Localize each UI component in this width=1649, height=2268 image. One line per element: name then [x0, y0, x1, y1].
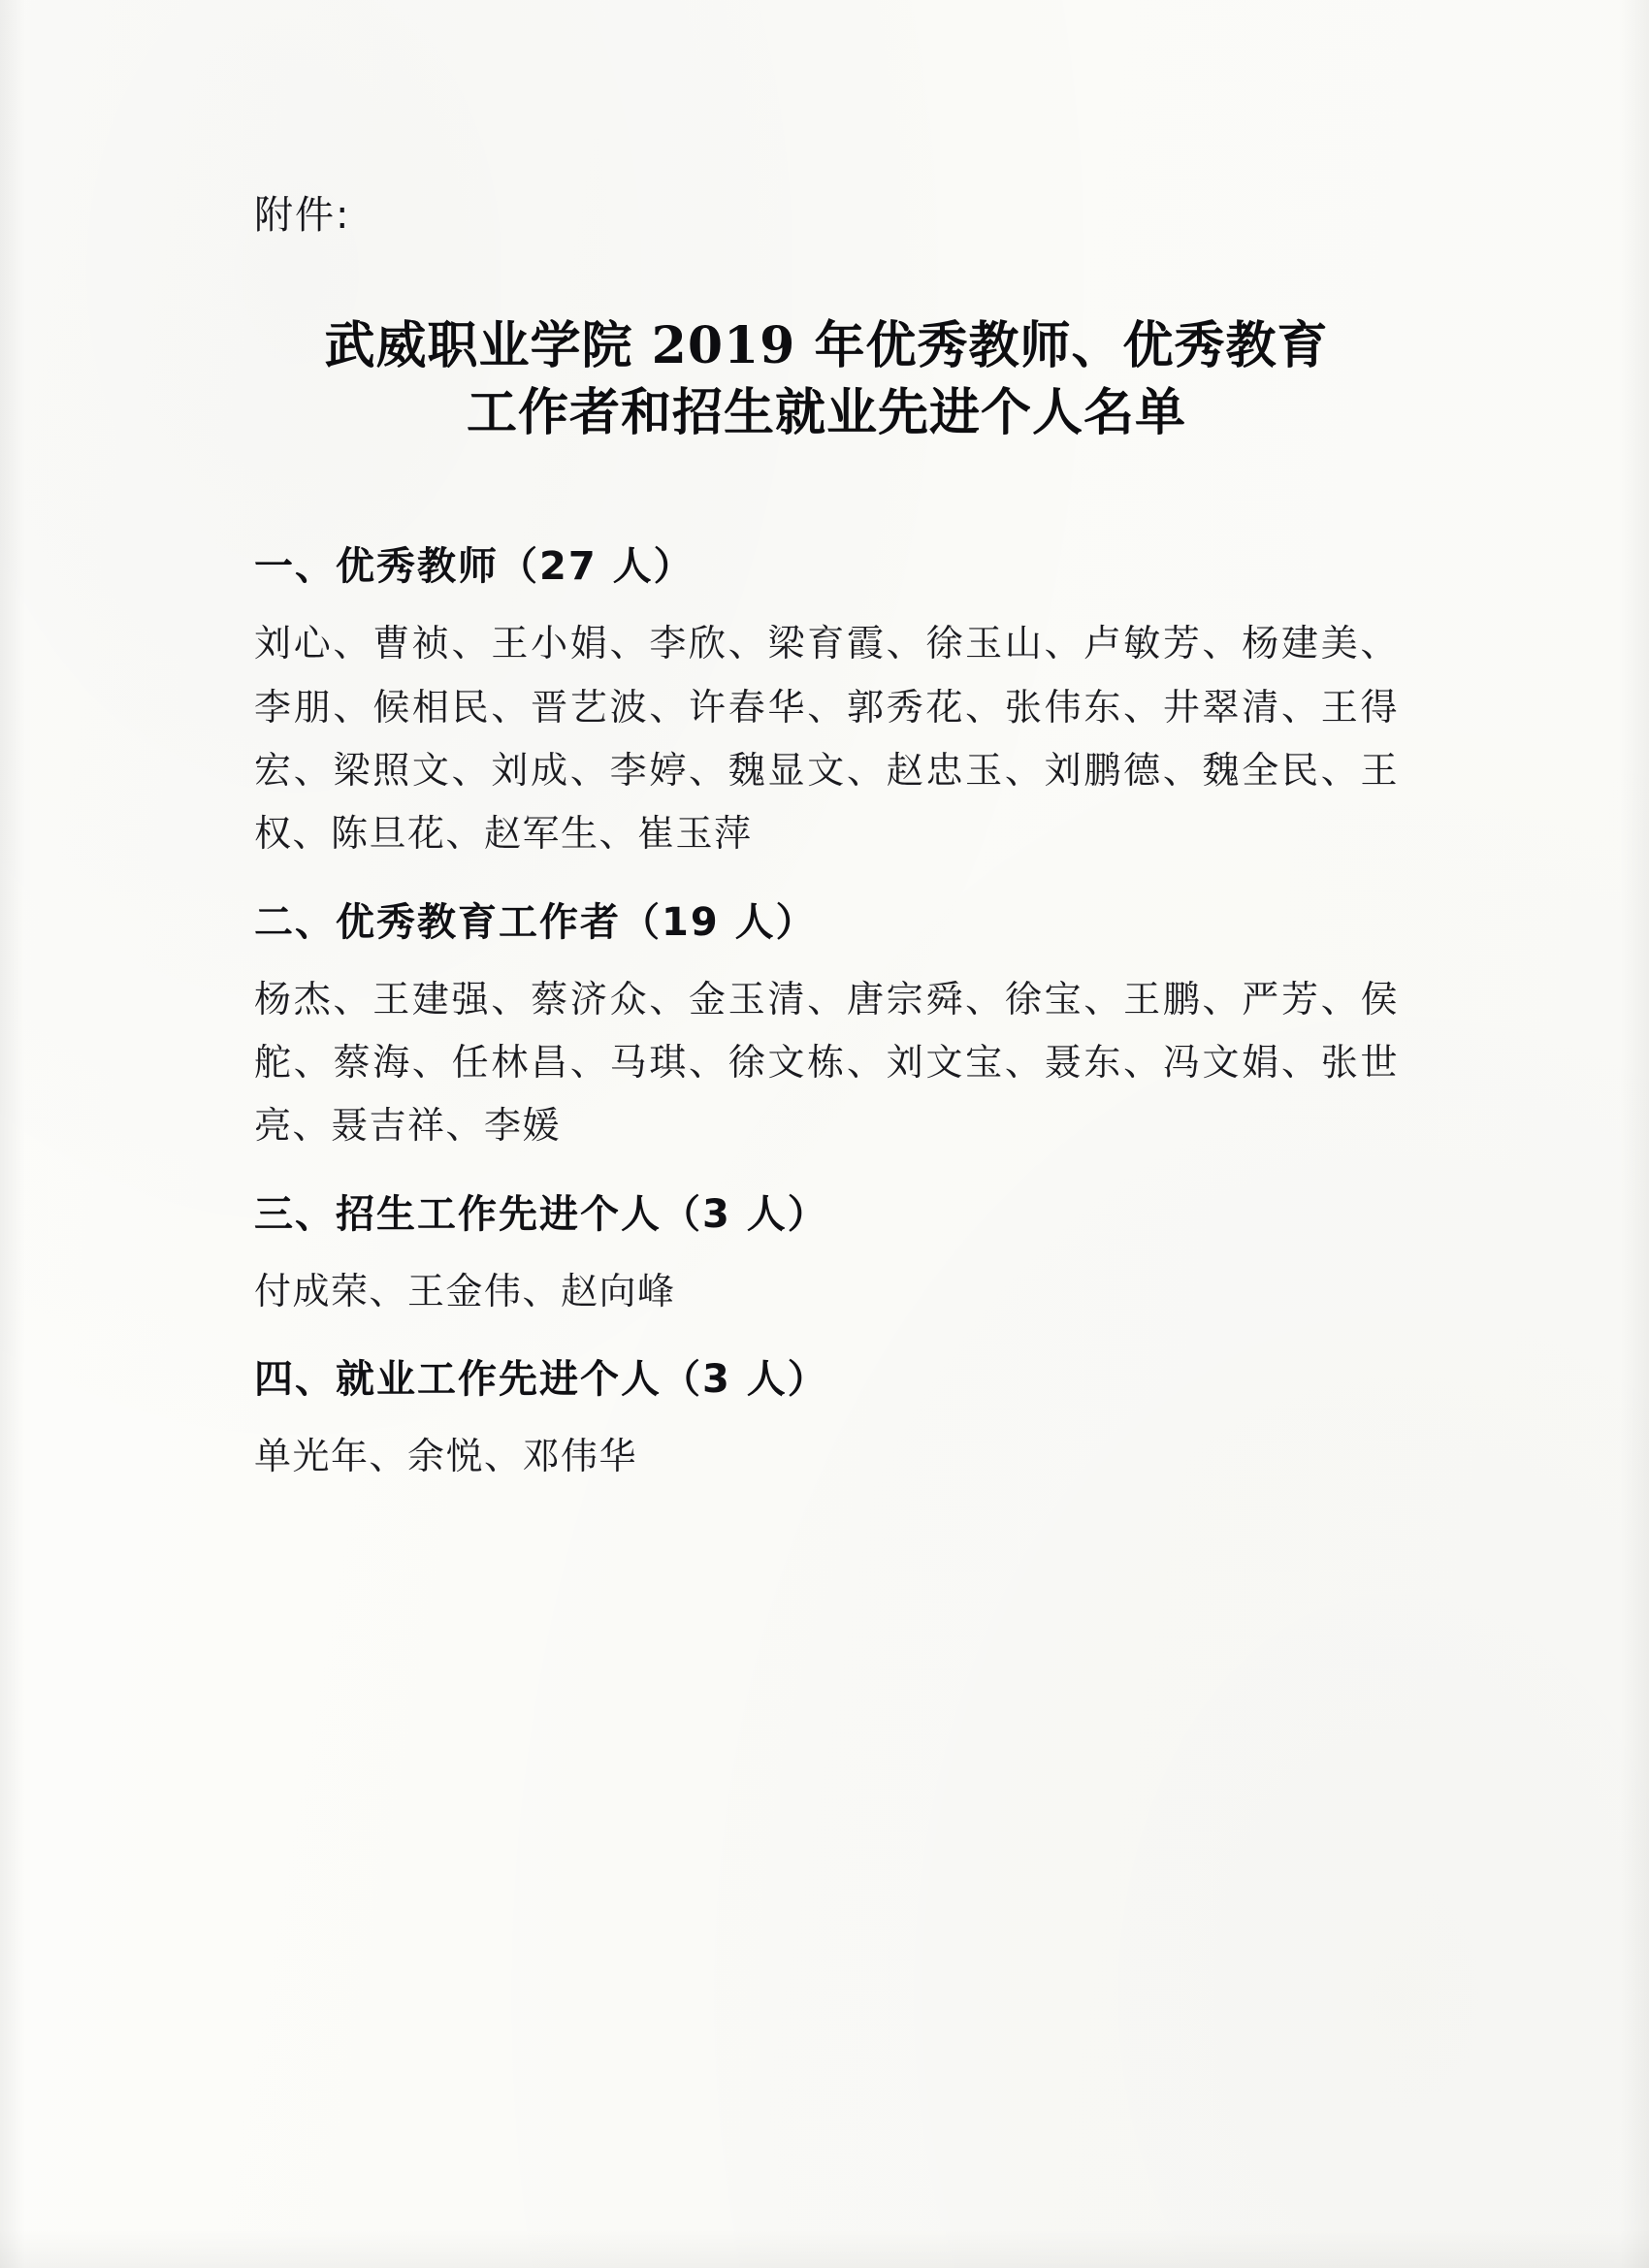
- section-heading-1: 一、优秀教师（27 人）: [254, 544, 695, 590]
- name-list-4: 单光年、余悦、邓伟华: [254, 1435, 638, 1478]
- name-list-2: 杨杰、王建强、蔡济众、金玉清、唐宗舜、徐宝、王鹏、严芳、侯舵、蔡海、任林昌、马琪、徐文栋、刘文宝、聂东、冯文娟、张世亮、聂吉祥、李媛: [254, 977, 1399, 1148]
- page-edge-shadow-right: [1620, 0, 1649, 2268]
- section-heading-2: 二、优秀教育工作者（19 人）: [254, 899, 817, 945]
- page-edge-shadow-left: [0, 0, 25, 2268]
- page-title-line-2: 工作者和招生就业先进个人名单: [466, 382, 1186, 442]
- page-edge-shadow-bottom: [0, 2229, 1649, 2268]
- name-list-3: 付成荣、王金伟、赵向峰: [254, 1269, 676, 1312]
- section-heading-3: 三、招生工作先进个人（3 人）: [254, 1191, 828, 1237]
- document-body: [254, 184, 1399, 1513]
- section-employment-advanced-individuals: [254, 1348, 1399, 1488]
- section-enrollment-advanced-individuals: [254, 1183, 1399, 1323]
- section-heading-4: 四、就业工作先进个人（3 人）: [254, 1357, 828, 1403]
- section-excellent-education-workers: [254, 891, 1399, 1158]
- page-title-line-1: 武威职业学院 2019 年优秀教师、优秀教育: [324, 316, 1329, 375]
- section-excellent-teachers: [254, 535, 1399, 865]
- attachment-label: 附件:: [254, 193, 351, 238]
- page-title: [288, 313, 1365, 446]
- name-list-1: 刘心、曹祯、王小娟、李欣、梁育霞、徐玉山、卢敏芳、杨建美、李朋、候相民、晋艺波、许春华、郭秀花、张伟东、井翠清、王得宏、梁照文、刘成、李婷、魏显文、赵忠玉、刘鹏德、魏全民、王权、陈旦花、赵军生、崔玉萍: [254, 622, 1399, 856]
